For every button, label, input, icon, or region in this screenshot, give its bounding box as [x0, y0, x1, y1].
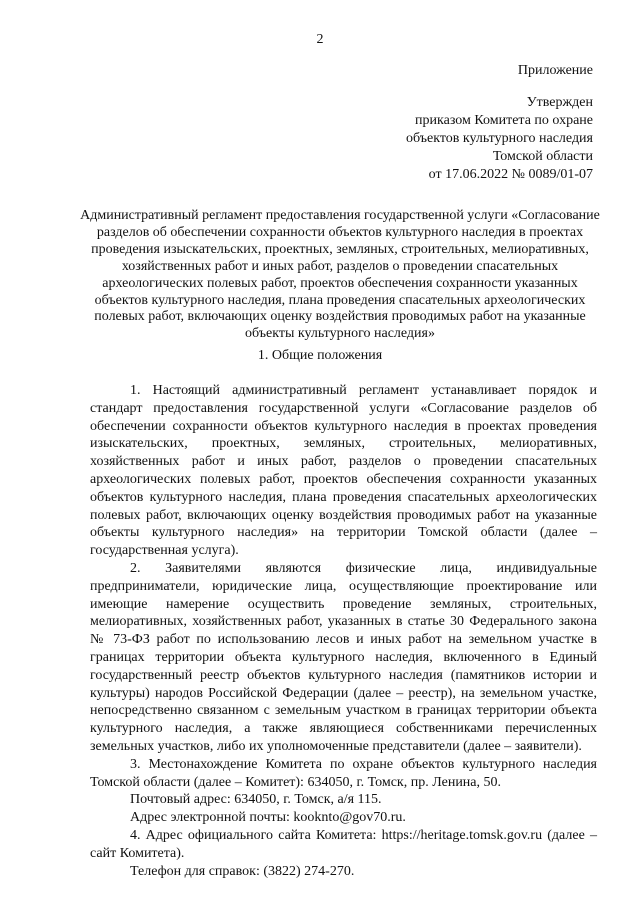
- approved-label: Утвержден: [526, 95, 593, 110]
- document-title: Административный регламент предоставления государственной услуги «Согласование разделов об обеспечении сохранности объектов культурного наследия в проектах проведения изыскательских, проектных, земляных, строительных, мелиоративных, хозяйственных работ и иных работ, разделов о проведении спасательных археологических полевых работ, проектов обеспечения сохранности указанных объектов культурного наследия, плана проведения спасательных археологических полевых работ, включающих оценку воздействия проводимых работ на указанные объекты культурного наследия»: [80, 208, 600, 342]
- phone-line: Телефон для справок: (3822) 274-270.: [130, 863, 355, 879]
- approval-block: [406, 62, 593, 184]
- approval-line-1: приказом Комитета по охране: [415, 113, 593, 128]
- appendix-label: Приложение: [517, 63, 593, 78]
- approval-date-line: от 17.06.2022 № 0089/01-07: [428, 167, 593, 182]
- paragraph-2: 2. Заявителями являются физические лица, индивидуальные предприниматели, юридические лица, осуществляющие проектирование или имеющие намерение осуществить проведение земляных, строительных, мелиоративных, хозяйственных работ, указанных в статье 30 Федерального закона № 73-ФЗ работ по использованию лесов и иных работ на земельном участке в границах территории объекта культурного наследия, включенного в Единый государственный реестр объектов культурного наследия (памятников истории и культуры) народов Российской Федерации (далее – реестр), на земельном участке, непосредственно связанном с земельным участком в границах территории объекта культурного наследия, а также являющиеся собственниками перечисленных земельных участков, либо их уполномоченные представители (далее – заявители).: [90, 560, 597, 754]
- page-number: 2: [316, 32, 324, 47]
- approval-line-3: Томской области: [492, 149, 593, 164]
- paragraph-1: 1. Настоящий административный регламент устанавливает порядок и стандарт предоставления государственной услуги «Согласование разделов об обеспечении сохранности объектов культурного наследия в проектах проведения изыскательских, проектных, земляных, строительных, мелиоративных, хозяйственных работ и иных работ, разделов о проведении спасательных археологических полевых работ, проектов обеспечения сохранности указанных объектов культурного наследия, плана проведения спасательных археологических полевых работ, включающих оценку воздействия проводимых работ на указанные объекты культурного наследия» на территории Томской области (далее – государственная услуга).: [90, 383, 597, 559]
- paragraph-4: 4. Адрес официального сайта Комитета: https://heritage.tomsk.gov.ru (далее – сайт Комитета).: [90, 827, 597, 861]
- paragraph-3: 3. Местонахождение Комитета по охране объектов культурного наследия Томской области (далее – Комитет): 634050, г. Томск, пр. Ленина, 50.: [90, 756, 597, 790]
- email-address: Адрес электронной почты: kooknto@gov70.ru.: [130, 810, 406, 826]
- document-body: [90, 382, 597, 880]
- section-heading: 1. Общие положения: [257, 348, 383, 363]
- approval-line-2: объектов культурного наследия: [405, 131, 593, 146]
- postal-address: Почтовый адрес: 634050, г. Томск, а/я 115.: [130, 792, 382, 808]
